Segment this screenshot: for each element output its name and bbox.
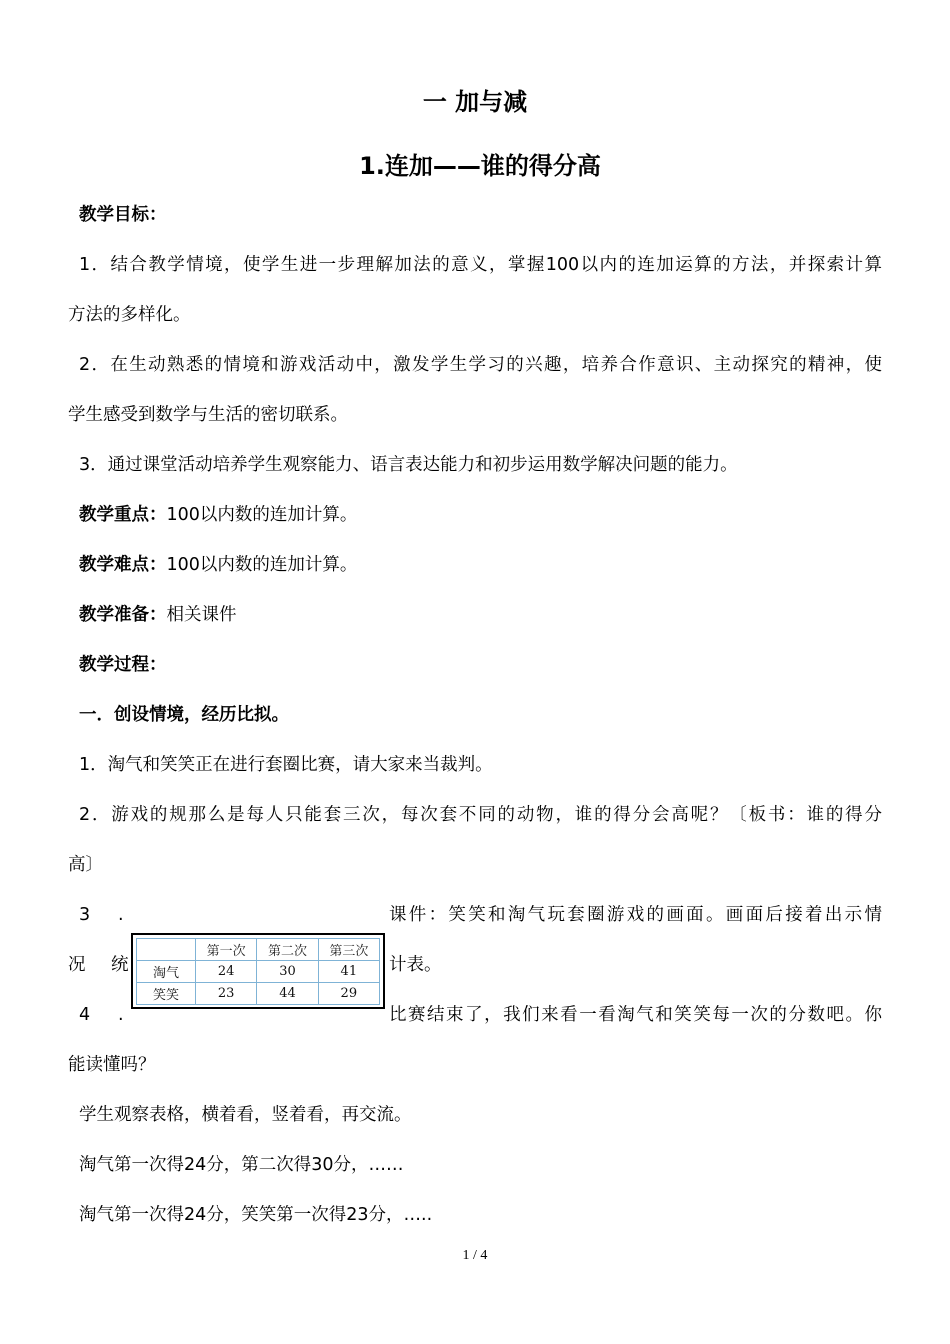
- step-2-line1: 2．游戏的规那么是每人只能套三次，每次套不同的动物，谁的得分会高呢？〔板书：谁的得分: [79, 805, 882, 825]
- observation-3: 淘气第一次得24分，笑笑第一次得23分，…..: [79, 1205, 433, 1225]
- observation-1: 学生观察表格，横着看，竖着看，再交流。: [79, 1105, 412, 1125]
- step-3-line2-part-a: 况: [68, 955, 86, 975]
- difficulty-text: 100以内数的连加计算。: [166, 555, 358, 575]
- score-cell: 30: [257, 961, 318, 983]
- row-name-cell: 笑笑: [137, 983, 196, 1005]
- teaching-focus: [79, 502, 894, 528]
- chapter-title: 一 加与减: [422, 88, 528, 116]
- row-name-cell: 淘气: [137, 961, 196, 983]
- table-header-cell: 第一次: [196, 939, 257, 961]
- step-3-text: 课件：笑笑和淘气玩套圈游戏的画面。画面后接着出示情: [389, 905, 882, 925]
- step-3-dot: .: [118, 905, 124, 925]
- step-4-text: 比赛结束了，我们来看一看淘气和笑笑每一次的分数吧。你: [389, 1005, 882, 1025]
- process-heading: 教学过程：: [79, 655, 167, 675]
- objective-2-line2: 学生感受到数学与生活的密切联系。: [68, 405, 348, 425]
- prep-label: 教学准备：: [79, 605, 167, 625]
- objective-1-line1: 1．结合教学情境，使学生进一步理解加法的意义，掌握100以内的连加运算的方法，并探索计算: [79, 255, 882, 275]
- table-header-cell: [137, 939, 196, 961]
- table-row: [137, 983, 380, 1005]
- lesson-title: 1.连加——谁的得分高: [359, 152, 601, 180]
- step-3-line2-part-c: 计表。: [389, 955, 442, 975]
- page-indicator: 1 / 4: [462, 1248, 488, 1263]
- table-row: [137, 961, 380, 983]
- step-3-number: 3: [79, 905, 91, 925]
- score-cell: 24: [196, 961, 257, 983]
- step-4-number: 4: [79, 1005, 91, 1025]
- difficulty-label: 教学难点：: [79, 555, 167, 575]
- score-cell: 29: [318, 983, 379, 1005]
- step-3-line2-part-b: 统: [111, 955, 129, 975]
- focus-text: 100以内数的连加计算。: [166, 505, 358, 525]
- step-2-line2: 高〕: [68, 855, 103, 875]
- table-header-cell: 第三次: [318, 939, 379, 961]
- teaching-prep: [79, 602, 894, 628]
- objective-3: 3．通过课堂活动培养学生观察能力、语言表达能力和初步运用数学解决问题的能力。: [79, 455, 738, 475]
- teaching-difficulty: [79, 552, 894, 578]
- step-4-dot: .: [118, 1005, 124, 1025]
- table-header-row: [137, 939, 380, 961]
- focus-label: 教学重点：: [79, 505, 167, 525]
- score-table-figure: [131, 933, 385, 1009]
- section-1-title: 一．创设情境，经历比拟。: [79, 705, 289, 725]
- score-cell: 41: [318, 961, 379, 983]
- observation-2: 淘气第一次得24分，第二次得30分，……: [79, 1155, 404, 1175]
- table-header-cell: 第二次: [257, 939, 318, 961]
- prep-text: 相关课件: [166, 605, 237, 625]
- step-1: 1．淘气和笑笑正在进行套圈比赛，请大家来当裁判。: [79, 755, 493, 775]
- score-cell: 44: [257, 983, 318, 1005]
- step-4-line2: 能读懂吗？: [68, 1055, 156, 1075]
- score-cell: 23: [196, 983, 257, 1005]
- objective-2-line1: 2．在生动熟悉的情境和游戏活动中，激发学生学习的兴趣，培养合作意识、主动探究的精神，使: [79, 355, 882, 375]
- score-table: [136, 938, 380, 1005]
- objectives-heading: 教学目标：: [79, 205, 167, 225]
- objective-1-line2: 方法的多样化。: [68, 305, 191, 325]
